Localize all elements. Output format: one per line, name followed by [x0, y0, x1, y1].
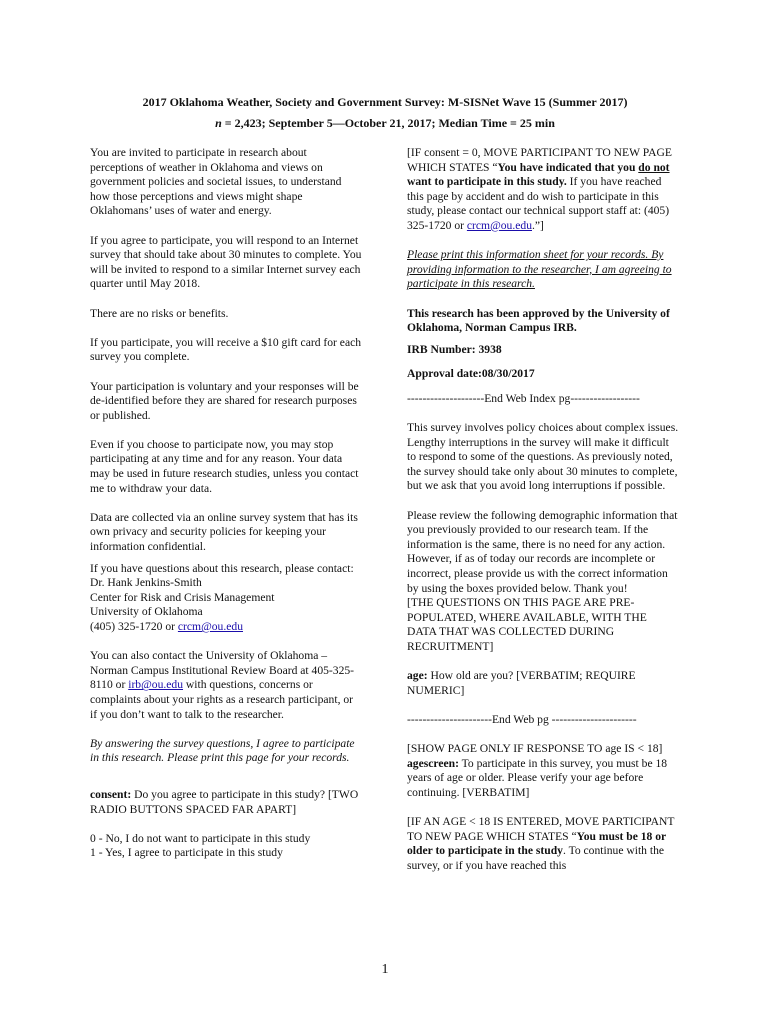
underage-prefix: [IF AN AGE < 18 IS ENTERED, MOVE PARTICIPANT TO NEW PAGE WHICH STATES “	[407, 815, 675, 843]
participation-paragraph: If you agree to participate, you will respond to an Internet survey that should take about 30 minutes to complete. You will be invited to respond to a similar Internet survey each quarter until May 2018.	[90, 233, 362, 291]
prepopulated-note: [THE QUESTIONS ON THIS PAGE ARE PRE-POPULATED, WHERE AVAILABLE, WITH THE DATA THAT WAS COLLECTED DURING RECRUITMENT]	[407, 596, 647, 653]
irb-approval-statement: This research has been approved by the University of Oklahoma, Norman Campus IRB.	[407, 306, 670, 335]
irb-number: IRB Number: 3938	[407, 342, 502, 356]
document-subtitle	[0, 116, 770, 131]
right-column	[407, 146, 679, 888]
data-collection-paragraph: Data are collected via an online survey system that has its own privacy and security policies for keeping your information confidential.	[90, 510, 358, 554]
no-consent-end: .”]	[532, 218, 544, 232]
no-consent-prefix: [IF consent = 0, MOVE PARTICIPANT TO NEW PAGE WHICH STATES “	[407, 146, 672, 174]
irb-contact-paragraph	[90, 649, 362, 722]
contact-name: Dr. Hank Jenkins-Smith	[90, 576, 202, 590]
contact-phone: (405) 325-1720 or	[90, 620, 178, 633]
agreement-paragraph: By answering the survey questions, I agree to participate in this research. Please print this page for your records.	[90, 736, 355, 765]
contact-email-link[interactable]: crcm@ou.edu	[177, 620, 243, 633]
invitation-paragraph: You are invited to participate in research about perceptions of weather in Oklahoma and views on government policies and societal issues, to understand how those perceptions and views might shape Oklahomans’ uses of water and energy.	[90, 146, 342, 218]
no-consent-bold-2: want to participate in this study.	[407, 175, 567, 189]
left-column	[90, 146, 362, 876]
contact-block	[90, 562, 362, 635]
consent-option-no[interactable]: 0 - No, I do not want to participate in this study	[90, 831, 311, 845]
age-label: age:	[407, 669, 428, 683]
stop-participating-paragraph: Even if you choose to participate now, you may stop participating at any time and for any reason. Your data may be used in future research studies, unless you contact me to withdraw your data.	[90, 437, 359, 495]
sample-size-symbol: n	[215, 116, 222, 130]
policy-paragraph: This survey involves policy choices about complex issues. Lengthy interruptions in the survey will make it difficult to respond to some of the questions. As previously noted, the survey should take only about 30 minutes to complete, but we ask that you avoid long interruptions if possible.	[407, 421, 679, 493]
contact-intro: If you have questions about this research, please contact:	[90, 561, 354, 575]
print-note: Please print this information sheet for your records. By providing information to the researcher, I am agreeing to participate in this research.	[407, 248, 672, 291]
underage-instruction	[407, 815, 679, 873]
voluntary-paragraph: Your participation is voluntary and your responses will be de-identified before they are shared for research purposes or published.	[90, 379, 359, 422]
consent-question	[90, 788, 362, 817]
age-question-text: How old are you? [VERBATIM; REQUIRE NUMERIC]	[407, 669, 636, 697]
consent-question-text: Do you agree to participate in this study? [TWO RADIO BUTTONS SPACED FAR APART]	[90, 787, 359, 816]
agescreen-text: To participate in this survey, you must be 18 years of age or older. Please verify your age before continuing. [VERBATIM]	[407, 756, 668, 799]
risks-paragraph: There are no risks or benefits.	[90, 306, 229, 320]
irb-contact-text-end: with questions, concerns or complaints about your rights as a research participant, or if you don’t want to talk to the researcher.	[90, 678, 354, 721]
consent-option-yes[interactable]: 1 - Yes, I agree to participate in this study	[90, 846, 283, 860]
underage-continuation: . To continue with the survey, or if you have reached this	[407, 844, 665, 872]
no-consent-bold-1: You have indicated that you	[497, 160, 639, 174]
age-screen-block	[407, 742, 679, 800]
approval-date: Approval date:08/30/2017	[407, 367, 535, 381]
gift-card-paragraph: If you participate, you will receive a $10 gift card for each survey you complete.	[90, 335, 362, 364]
review-paragraph: Please review the following demographic information that you previously provided to our research team. If the information is the same, there is no need for any action. However, if as of today our records are incomplete or incorrect, please provide us with the correct information by using the boxes provided below. Thank you!	[407, 508, 678, 595]
consent-options	[90, 832, 362, 861]
underage-bold: You must be 18 or older to participate in the study	[407, 829, 666, 858]
agescreen-label: agescreen:	[407, 756, 459, 770]
show-page-instruction: [SHOW PAGE ONLY IF RESPONSE TO age IS < 18]	[407, 742, 663, 756]
contact-university: University of Oklahoma	[90, 605, 203, 619]
end-web-page-divider: ----------------------End Web pg ----------------------	[407, 712, 637, 726]
no-consent-instruction	[407, 146, 679, 234]
irb-contact-text: You can also contact the University of Oklahoma – Norman Campus Institutional Review Board at 405-325-8110 or	[90, 649, 355, 692]
consent-label: consent:	[90, 787, 132, 801]
support-email-link[interactable]: crcm@ou.edu	[466, 218, 532, 232]
page-number: 1	[381, 962, 389, 977]
no-consent-bold-underlined: do not	[638, 160, 670, 174]
irb-email-link[interactable]: irb@ou.edu	[128, 678, 184, 692]
subtitle-details: = 2,423; September 5—October 21, 2017; Median Time = 25 min	[221, 116, 555, 130]
document-title: 2017 Oklahoma Weather, Society and Government Survey: M-SISNet Wave 15 (Summer 2017)	[142, 95, 628, 109]
contact-center: Center for Risk and Crisis Management	[90, 590, 275, 604]
end-web-index-divider: --------------------End Web Index pg------------------	[407, 391, 640, 405]
age-question	[407, 669, 679, 698]
no-consent-support-text: If you have reached this page by accident and do wish to participate in this study, please contact our technical support staff at: (405) 325-1720 or	[407, 175, 670, 232]
